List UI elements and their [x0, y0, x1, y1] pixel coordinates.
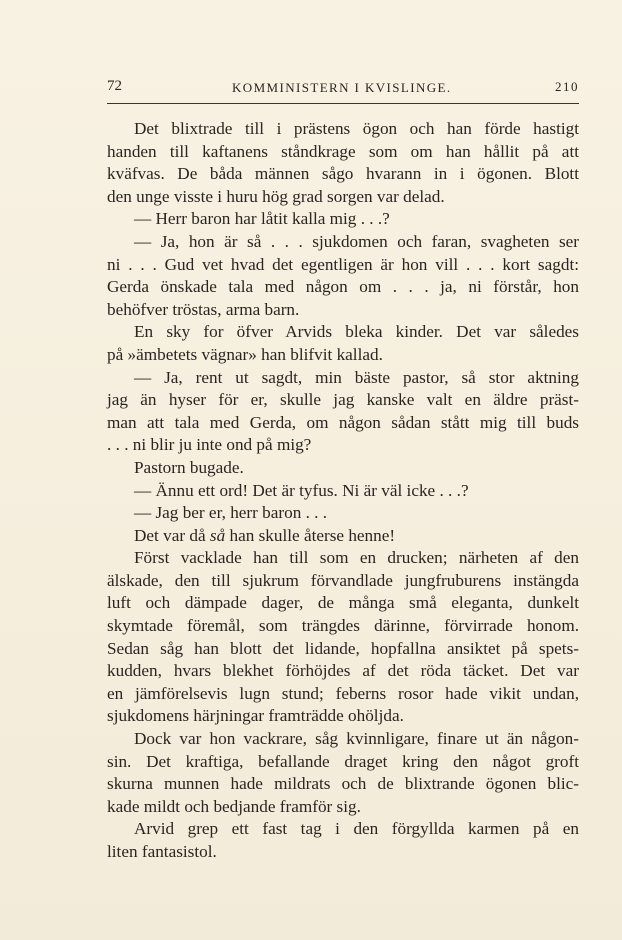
running-header [107, 78, 579, 98]
text-line: man att tala med Gerda, om någon sådan stått mig till buds [107, 412, 579, 432]
text-line: Dock var hon vackrare, såg kvinnligare, finare ut än någon- [134, 729, 579, 749]
text-line: jag än hyser för er, skulle jag kanske valt en äldre präst- [107, 390, 579, 410]
text-line: sin. Det kraftiga, befallande draget kring den något groft [107, 751, 579, 771]
text-line: — Ja, rent ut sagdt, min bäste pastor, så stor aktning [134, 367, 579, 387]
italic-word: så [209, 525, 226, 545]
text-line [107, 525, 579, 548]
text-line: kväfvas. De båda männen sågo hvarann in i ögonen. Blott [107, 164, 579, 184]
text-line: kade mildt och bedjande framför sig. [107, 796, 361, 816]
text-line: luft och dämpade dager, de många små eleganta, dunkelt [107, 593, 579, 613]
text-line: — Ja, hon är så . . . sjukdomen och faran, svagheten ser [134, 231, 579, 251]
text-line: en jämförelsevis lugn stund; feberns rosor hade vikit undan, [107, 683, 579, 703]
body-text [107, 118, 579, 864]
text-line: sjukdomens härjningar framträdde ohöljda. [107, 706, 404, 726]
text-line: En sky for öfver Arvids bleka kinder. Det var således [134, 322, 579, 342]
text-line: kudden, hvars blekhet förhöjdes af det röda täcket. Det var [107, 661, 579, 681]
text-segment: Det var då [134, 525, 210, 545]
text-line: skymtade föremål, som trängdes därinne, förvirrade honom. [107, 616, 579, 636]
text-line: Pastorn bugade. [134, 457, 244, 477]
running-title: KOMMINISTERN I KVISLINGE. [232, 80, 452, 95]
text-line: Det blixtrade till i prästens ögon och han förde hastigt [134, 119, 579, 138]
text-line: handen till kaftanens ståndkrage som om han hållit på att [107, 141, 579, 161]
page-number: 72 [107, 78, 122, 94]
text-line: Arvid grep ett fast tag i den förgyllda karmen på en [134, 819, 579, 839]
text-line: älskade, den till sjukrum förvandlade jungfruburens instängda [107, 570, 579, 590]
text-segment: han skulle återse henne! [225, 525, 396, 545]
signature-number: 210 [555, 79, 579, 94]
text-line: liten fantasistol. [107, 842, 217, 861]
text-line: Först vacklade han till som en drucken; närheten af den [134, 548, 579, 568]
header-rule [107, 103, 579, 104]
text-line: — Ännu ett ord! Det är tyfus. Ni är väl icke . . .? [134, 480, 469, 500]
text-line: på »ämbetets vägnar» han blifvit kallad. [107, 344, 383, 364]
text-line: skurna munnen hade mildrats och de blixtrande ögonen blic- [107, 774, 579, 794]
text-line: . . . ni blir ju inte ond på mig? [107, 435, 312, 455]
text-line: Gerda önskade tala med någon om . . . ja, ni förstår, hon [107, 277, 579, 297]
text-line: den unge visste i huru hög grad sorgen var delad. [107, 186, 445, 206]
text-line: ni . . . Gud vet hvad det egentligen är hon vill . . . kort sagdt: [107, 254, 579, 274]
text-line: Sedan såg han blott det lidande, hopfallna ansiktet på spets- [107, 638, 579, 658]
text-line: — Jag ber er, herr baron . . . [134, 503, 328, 523]
text-line: behöfver tröstas, arma barn. [107, 299, 300, 319]
text-line: — Herr baron har låtit kalla mig . . .? [134, 209, 390, 229]
